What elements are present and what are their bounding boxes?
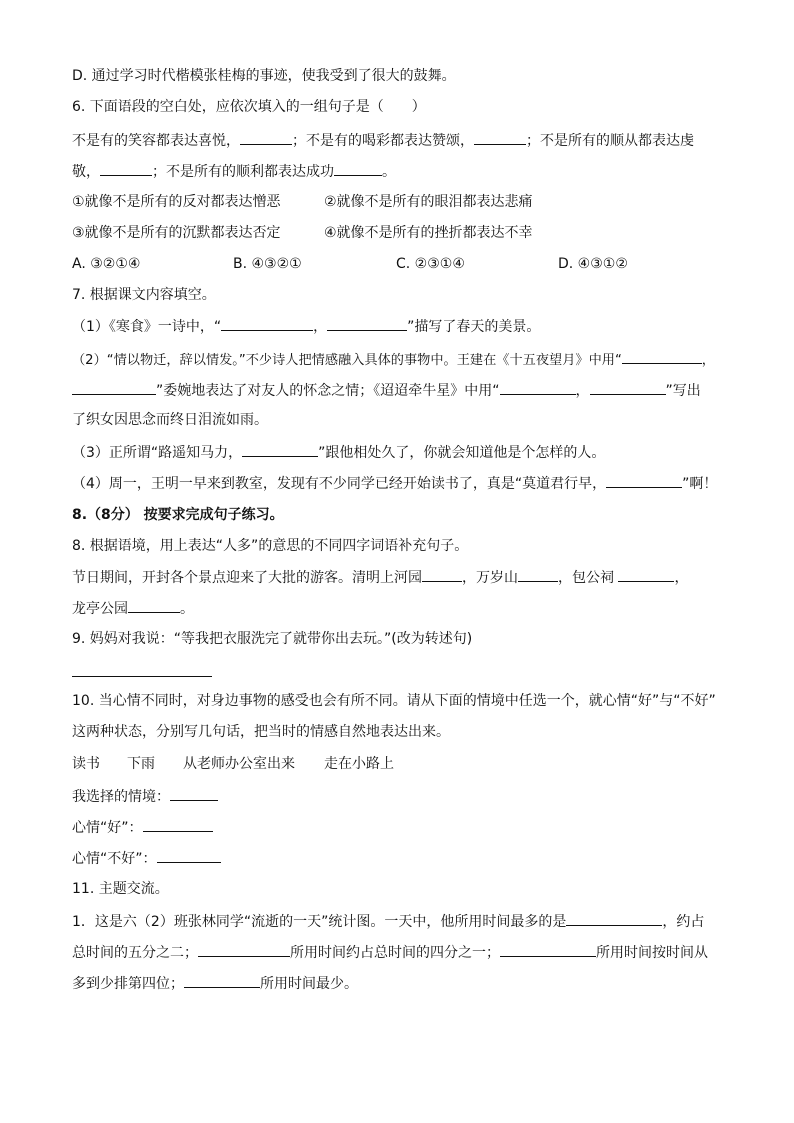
question-7-4 [72, 473, 717, 494]
text: ”写出 [665, 383, 701, 399]
blank[interactable] [474, 130, 526, 145]
question-8-line2 [72, 598, 194, 619]
text: ；不是有的喝彩都表达赞颂， [292, 133, 474, 149]
text: （1）《寒食》一诗中，“ [72, 319, 222, 335]
text: （2）“情以物迁，辞以情发。”不少诗人把情感融入具体的事物中。王建在《十五夜望月》中用“ [72, 353, 622, 368]
blank[interactable] [618, 567, 674, 582]
question-7-title: 7. 根据课文内容填空。 [72, 287, 216, 303]
text: ， [674, 570, 689, 586]
blank[interactable] [128, 598, 180, 613]
blank[interactable] [157, 848, 221, 863]
question-7-3 [72, 442, 605, 463]
text: 多到少排第四位； [72, 976, 184, 992]
blank[interactable] [518, 567, 558, 582]
blank[interactable] [566, 911, 662, 926]
question-7-2-line2 [72, 380, 701, 401]
question-7-2-line1 [72, 349, 715, 371]
question-11-line3 [72, 973, 358, 994]
sentence-option-1: ①就像不是所有的反对都表达憎恶 [72, 194, 281, 210]
blank[interactable] [72, 380, 156, 395]
text: 我选择的情境： [72, 789, 170, 805]
text: ，万岁山 [462, 570, 518, 586]
blank[interactable] [242, 442, 318, 457]
text: 所用时间约占总时间的四分之一； [290, 945, 500, 961]
question-10-line2: 这两种状态，分别写几句话，把当时的情感自然地表达出来。 [72, 724, 450, 740]
question-6-passage-line2 [72, 161, 396, 182]
text: 龙亭公园 [72, 601, 128, 617]
blank[interactable] [590, 380, 666, 395]
blank[interactable] [500, 942, 596, 957]
question-9-title: 9. 妈妈对我说：“等我把衣服洗完了就带你出去玩。”(改为转述句) [72, 631, 473, 647]
scenario-reading: 读书 [72, 756, 100, 772]
text: ”啊！ [682, 476, 718, 492]
sentence-option-2: ②就像不是所有的眼泪都表达悲痛 [324, 194, 533, 210]
blank[interactable] [622, 349, 702, 364]
mood-bad-line [72, 848, 221, 869]
choice-b[interactable]: B. ④③②① [233, 256, 302, 272]
question-6-title: 6. 下面语段的空白处，应依次填入的一组句子是（ ） [72, 99, 426, 115]
scenario-office: 从老师办公室出来 [183, 756, 295, 772]
text: ；不是所有的顺从都表达虔 [526, 133, 694, 149]
text: ， [701, 353, 715, 368]
question-8-line1 [72, 567, 688, 588]
question-10-line1: 10. 当心情不同时，对身边事物的感受也会有所不同。请从下面的情境中任选一个，就心情“好”与“不好” [72, 693, 716, 709]
text: ”跟他相处久了，你就会知道他是个怎样的人。 [318, 445, 606, 461]
text: ，约占 [662, 914, 705, 930]
text: 心情“好”： [72, 820, 143, 836]
blank[interactable] [100, 161, 152, 176]
question-6-passage-line1 [72, 130, 694, 151]
scenario-rain: 下雨 [127, 756, 155, 772]
text: ”描写了春天的美景。 [407, 319, 541, 335]
blank[interactable] [500, 380, 576, 395]
text: 。 [180, 601, 194, 617]
sentence-option-3: ③就像不是所有的沉默都表达否定 [72, 225, 281, 241]
text: 1．这是六（2）班张林同学“流逝的一天”统计图。一天中，他所用时间最多的是 [72, 914, 567, 930]
choice-d[interactable]: D. ④③①② [558, 256, 628, 272]
choice-a[interactable]: A. ③②①④ [72, 256, 141, 272]
section-8-heading: 8.（8分） 按要求完成句子练习。 [72, 507, 284, 523]
blank[interactable] [422, 567, 462, 582]
text: （3）正所谓“路遥知马力， [72, 445, 243, 461]
text: 所用时间按时间从 [596, 945, 708, 961]
text: 心情“不好”： [72, 851, 157, 867]
blank[interactable] [327, 316, 407, 331]
text: 节日期间，开封各个景点迎来了大批的游客。清明上河园 [72, 570, 422, 586]
question-7-2-line3: 了织女因思念而终日泪流如雨。 [72, 412, 268, 428]
text: ”委婉地表达了对友人的怀念之情；《迢迢牵牛星》中用“ [156, 383, 500, 399]
text: 不是有的笑容都表达喜悦， [72, 133, 240, 149]
question-11-title: 11. 主题交流。 [72, 881, 169, 897]
text: ；不是所有的顺利都表达成功 [152, 164, 334, 180]
blank[interactable] [184, 973, 260, 988]
question-8-title: 8. 根据语境，用上表达“人多”的意思的不同四字词语补充句子。 [72, 538, 469, 554]
question-11-line1 [72, 911, 704, 932]
sentence-option-4: ④就像不是所有的挫折都表达不幸 [324, 225, 533, 241]
text: ， [575, 383, 590, 399]
question-11-line2 [72, 942, 708, 963]
answer-line[interactable] [72, 676, 212, 677]
text: （4）周一，王明一早来到教室，发现有不少同学已经开始读书了，真是“莫道君行早， [72, 476, 607, 492]
text: 总时间的五分之二； [72, 945, 198, 961]
question-7-1 [72, 316, 540, 337]
chosen-scenario-line [72, 786, 218, 807]
text: ，包公祠 [558, 570, 619, 586]
option-d-line: D. 通过学习时代楷模张桂梅的事迹，使我受到了很大的鼓舞。 [72, 68, 456, 84]
text: 。 [382, 164, 396, 180]
mood-good-line [72, 817, 213, 838]
blank[interactable] [170, 786, 218, 801]
blank[interactable] [606, 473, 682, 488]
scenario-path: 走在小路上 [324, 756, 394, 772]
choice-c[interactable]: C. ②③①④ [396, 256, 465, 272]
blank[interactable] [240, 130, 292, 145]
blank[interactable] [221, 316, 313, 331]
text: 敬， [72, 164, 100, 180]
blank[interactable] [143, 817, 213, 832]
blank[interactable] [198, 942, 290, 957]
text: ， [313, 319, 328, 335]
text: 所用时间最少。 [260, 976, 358, 992]
blank[interactable] [334, 161, 382, 176]
